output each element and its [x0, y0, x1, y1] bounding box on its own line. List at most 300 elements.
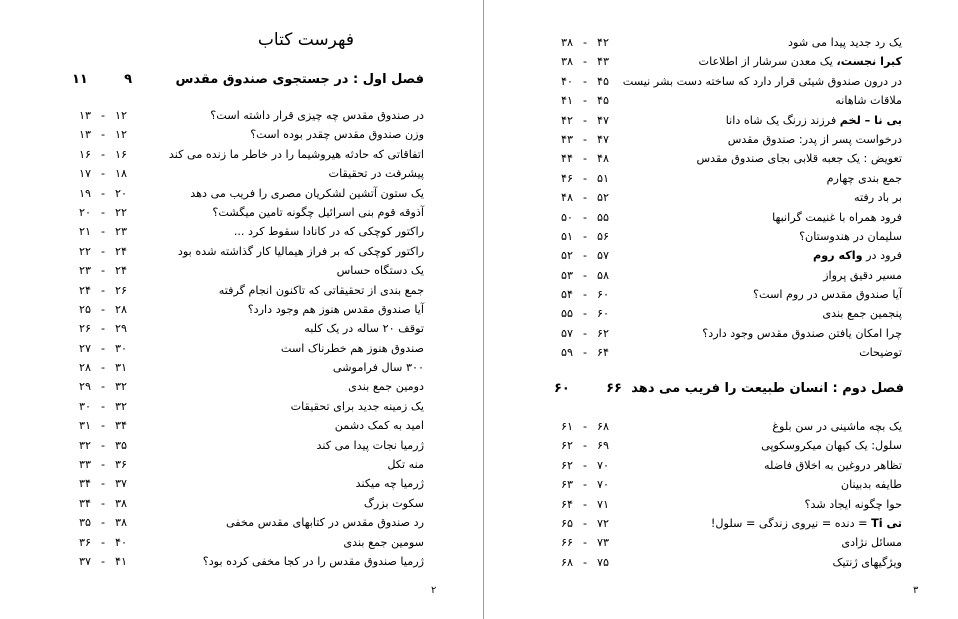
toc-entry-title-text: یک زمینه جدید برای تحقیقات [290, 399, 424, 413]
toc-page-book: ۷۰ [596, 478, 610, 492]
toc-page-original: ۶۶ [560, 536, 574, 550]
toc-entry-pages [74, 145, 132, 164]
right-page [483, 0, 958, 619]
toc-page-book: ۳۰ [114, 341, 128, 355]
toc-entry-title [178, 242, 424, 261]
toc-entry [556, 417, 902, 436]
page-range-dash: - [100, 341, 106, 355]
toc-entry [74, 281, 424, 300]
toc-entry-title [226, 513, 424, 532]
toc-entry-pages [74, 552, 132, 571]
page-range-dash: - [582, 536, 588, 550]
page-range-dash: - [582, 152, 588, 166]
toc-entry-title-text: جمع بندی از تحقیقاتی که تاکنون انجام گرفته [218, 283, 424, 297]
page-range-dash: - [582, 94, 588, 108]
toc-entry [556, 208, 902, 227]
toc-page-book: ۴۰ [114, 535, 128, 549]
page-number: ۲ [431, 585, 437, 596]
page-range-dash: - [100, 535, 106, 549]
toc-entry-pages [74, 339, 132, 358]
toc-page-book: ۴۷ [596, 132, 610, 146]
toc-page-original: ۳۰ [78, 399, 92, 413]
toc-entry-title [764, 456, 902, 475]
toc-page-original: ۱۹ [78, 186, 92, 200]
toc-entry-pages [74, 300, 132, 319]
toc-entry [556, 343, 902, 362]
toc-page-book: ۶۹ [596, 439, 610, 453]
toc-entry-title [761, 436, 902, 455]
toc-entry-title-text: آیا صندوق مقدس هنوز هم وجود دارد؟ [247, 302, 424, 316]
page-range-dash: - [100, 361, 106, 375]
toc-entry [74, 164, 424, 183]
toc-page-original: ۲۹ [78, 380, 92, 394]
toc-page-book: ۳۵ [114, 438, 128, 452]
toc-page-original: ۶۴ [560, 497, 574, 511]
toc-entry-pages [74, 455, 132, 474]
toc-entry-pages [74, 416, 132, 435]
toc-entry-title-text: فرود در [862, 249, 902, 263]
toc-entry-title-text: در درون صندوق شیئی قرار دارد که ساخته دست بشر نیست [622, 74, 902, 88]
toc-entry-pages [74, 106, 132, 125]
toc-page-book: ۵۸ [596, 268, 610, 282]
toc-entry-title [169, 145, 424, 164]
toc-entry [556, 72, 902, 91]
toc-entry-title-text: منه تکل [387, 458, 424, 472]
toc-entry-pages [74, 358, 132, 377]
toc-entry-title [813, 246, 902, 265]
toc-entry-pages [74, 164, 132, 183]
toc-entry-title [841, 475, 902, 494]
toc-entry-title-text: یک دستگاه حساس [336, 264, 424, 278]
toc-entry-pages [74, 377, 132, 396]
toc-entry-title-text: امید به کمک دشمن [334, 419, 424, 433]
page-range-dash: - [100, 477, 106, 491]
chapter-2-title: فصل دوم : انسان طبیعت را فریب می دهد [631, 381, 904, 396]
toc-entry-title [832, 553, 902, 572]
toc-page-book: ۳۱ [114, 361, 128, 375]
toc-page-book: ۴۱ [114, 554, 128, 568]
toc-entry-title-emphasis: کبرا نجست، [836, 55, 902, 69]
page-range-dash: - [582, 516, 588, 530]
toc-page-original: ۲۲ [78, 244, 92, 258]
toc-entry-title [772, 208, 902, 227]
toc-page-original: ۵۵ [560, 307, 574, 321]
page-range-dash: - [100, 380, 106, 394]
toc-entry-title-text: در صندوق مقدس چه چیزی قرار داشته است؟ [210, 109, 424, 122]
page-range-dash: - [100, 264, 106, 278]
toc-entry [556, 227, 902, 246]
toc-entry-title-text: ژرمیا نجات پیدا می کند [316, 438, 424, 452]
toc-page-original: ۱۳ [78, 128, 92, 142]
toc-entry-title [835, 91, 902, 110]
toc-entry-title [822, 304, 902, 323]
toc-page-original: ۴۶ [560, 171, 574, 185]
toc-entry-title [859, 343, 902, 362]
toc-entry-pages [556, 52, 614, 71]
toc-entry-title [281, 339, 424, 358]
toc-entry-title-text: ۳۰۰ سال فراموشی [332, 361, 424, 375]
page-range-dash: - [582, 497, 588, 511]
page-range-dash: - [582, 439, 588, 453]
toc-entry-pages [556, 208, 614, 227]
toc-page-book: ۷۳ [596, 536, 610, 550]
toc-entry-pages [556, 514, 614, 533]
toc-page-book: ۷۲ [596, 516, 610, 530]
toc-page-original: ۲۸ [78, 361, 92, 375]
page-gutter [474, 0, 483, 619]
toc-entry [556, 456, 902, 475]
toc-entry [556, 304, 902, 323]
page-range-dash: - [582, 420, 588, 433]
toc-page-original: ۶۳ [560, 478, 574, 492]
toc-page-original: ۳۵ [78, 516, 92, 530]
toc-entry-title [337, 261, 424, 280]
toc-entry-title-text: = دنده = نیروی زندگی = سلول! [710, 516, 872, 530]
toc-entry-title-text: فرود همراه با غنیمت گرانبها [772, 210, 902, 224]
toc-entry-title-text: سلول: یک کیهان میکروسکوپی [761, 439, 902, 453]
toc-entry [74, 106, 424, 125]
toc-page-book: ۷۱ [596, 497, 610, 511]
toc-entry-pages [556, 553, 614, 572]
toc-entry [556, 52, 902, 71]
toc-entry-pages [74, 203, 132, 222]
page-range-dash: - [100, 205, 106, 219]
toc-entry-title [711, 514, 902, 533]
toc-entry [74, 533, 424, 552]
toc-entry-pages [556, 33, 614, 52]
toc-page-original: ۱۷ [78, 167, 92, 181]
page-range-dash: - [582, 191, 588, 205]
toc-page-book: ۷۵ [596, 555, 610, 569]
toc-entry-title [335, 416, 424, 435]
toc-entry-title [799, 227, 902, 246]
toc-entry [74, 552, 424, 571]
toc-entry [556, 169, 902, 188]
toc-page-book: ۲۰ [114, 186, 128, 200]
toc-entry-pages [556, 169, 614, 188]
chapter-1-title: فصل اول : در جستجوی صندوق مقدس [175, 72, 424, 87]
toc-entry-title-emphasis: تی Ti [871, 516, 902, 530]
toc-entry-title-text: یک بچه ماشینی در سن بلوغ [772, 420, 902, 433]
toc-page-book: ۴۵ [596, 94, 610, 108]
toc-entry-title-text: رد صندوق مقدس در کتابهای مقدس مخفی [225, 516, 424, 530]
toc-page-book: ۵۱ [596, 171, 610, 185]
toc-entry-title [854, 188, 902, 207]
toc-entry-title [827, 169, 902, 188]
toc-entry-title-text: پیشرفت در تحقیقات [328, 167, 424, 181]
toc-entry-pages [74, 533, 132, 552]
toc-page-book: ۱۲ [114, 128, 128, 142]
toc-entry-pages [556, 91, 614, 110]
toc-entry [556, 266, 902, 285]
toc-entry-title-text: ملاقات شاهانه [835, 94, 902, 108]
toc-entry-pages [556, 285, 614, 304]
toc-entry-title [291, 397, 424, 416]
page-range-dash: - [582, 268, 588, 282]
toc-entry-title-text: سلیمان در هندوستان؟ [799, 229, 902, 243]
chapter-2-heading [554, 381, 904, 405]
toc-page-original: ۲۰ [78, 205, 92, 219]
toc-page-book: ۳۷ [114, 477, 128, 491]
toc-entry-pages [556, 495, 614, 514]
toc-page-book: ۶۸ [596, 420, 610, 433]
toc-entry-title-emphasis: واکه روم [813, 249, 863, 263]
toc-entry-pages [74, 474, 132, 493]
toc-page-book: ۲۴ [114, 264, 128, 278]
page-range-dash: - [100, 458, 106, 472]
toc-entry [556, 495, 902, 514]
toc-entry-title [788, 33, 902, 52]
toc-entry-title-text: اتفاقاتی که حادثه هیروشیما را در خاطر ما زنده می کند [168, 147, 424, 161]
toc-entry [74, 455, 424, 474]
toc-entry-title-text: بر باد رفته [853, 191, 902, 205]
page-range-dash: - [100, 109, 106, 122]
toc-entry-title [210, 106, 424, 125]
toc-entry-title [753, 285, 902, 304]
toc-entry [556, 285, 902, 304]
page-range-dash: - [100, 244, 106, 258]
left-page [0, 0, 475, 619]
toc-page-original: ۴۰ [560, 74, 574, 88]
toc-page-original: ۲۷ [78, 341, 92, 355]
toc-entry-title [304, 319, 424, 338]
toc-entry-pages [556, 188, 614, 207]
toc-entry-title-text: ژرمیا چه میکند [355, 477, 424, 491]
toc-entry-pages [556, 533, 614, 552]
toc-page-original: ۲۶ [78, 322, 92, 336]
toc-entry-pages [556, 227, 614, 246]
toc-page-book: ۲۳ [114, 225, 128, 239]
toc-page-original: ۶۱ [560, 420, 574, 433]
toc-entry-pages [556, 72, 614, 91]
toc-entry-title [190, 184, 424, 203]
page-range-dash: - [582, 326, 588, 340]
page-range-dash: - [100, 516, 106, 530]
toc-entry-pages [74, 436, 132, 455]
toc-entry [556, 436, 902, 455]
chapter-1-pages: ۱۱ ۹ [72, 72, 133, 87]
chapter-1-heading [72, 72, 424, 96]
toc-entry-title-text: پنجمین جمع بندی [822, 307, 902, 321]
toc-entry-pages [556, 456, 614, 475]
toc-entry-title [212, 203, 424, 222]
toc-page-original: ۵۱ [560, 229, 574, 243]
toc-page-book: ۵۵ [596, 210, 610, 224]
toc-entry [74, 513, 424, 532]
toc-page-original: ۴۳ [560, 132, 574, 146]
toc-entry-title [726, 111, 902, 130]
toc-entry-pages [556, 343, 614, 362]
page-number: ۳ [913, 585, 919, 596]
toc-entry-title [250, 125, 424, 144]
toc-page-book: ۳۲ [114, 380, 128, 394]
toc-entry-pages [556, 417, 614, 436]
toc-page-book: ۵۷ [596, 249, 610, 263]
toc-entry-title [234, 222, 424, 241]
toc-entry-title [805, 495, 902, 514]
toc-entry [74, 261, 424, 280]
toc-page-original: ۵۲ [560, 249, 574, 263]
toc-page-book: ۵۶ [596, 229, 610, 243]
toc-page-original: ۳۴ [78, 496, 92, 510]
page-range-dash: - [100, 496, 106, 510]
toc-page-original: ۳۱ [78, 419, 92, 433]
toc-entry [74, 494, 424, 513]
toc-entry-title-text: راکتور کوچکی که بر فراز هیمالیا کار گذاشته شده بود [177, 244, 424, 258]
right-toc-list-bottom [556, 417, 902, 572]
toc-page-book: ۳۴ [114, 419, 128, 433]
toc-entry-title [348, 377, 424, 396]
toc-page-original: ۴۸ [560, 191, 574, 205]
page-range-dash: - [582, 288, 588, 302]
toc-entry-title-text: آیا صندوق مقدس در روم است؟ [753, 288, 902, 302]
toc-page-book: ۱۲ [114, 109, 128, 122]
toc-page-original: ۳۸ [560, 55, 574, 69]
toc-entry-pages [74, 242, 132, 261]
toc-page-book: ۱۸ [114, 167, 128, 181]
toc-entry-title-text: تعویض : یک جعبه قلابی بجای صندوق مقدس [696, 152, 902, 166]
toc-entry-title-text: مسیر دقیق پرواز [823, 268, 902, 282]
toc-entry-title [317, 436, 424, 455]
toc-entry-title-text: جمع بندی چهارم [826, 171, 902, 185]
toc-entry-title-text: وزن صندوق مقدس چقدر بوده است؟ [250, 128, 424, 142]
toc-page-book: ۴۵ [596, 74, 610, 88]
page-range-dash: - [582, 346, 588, 360]
toc-page-book: ۴۳ [596, 55, 610, 69]
toc-page-original: ۳۴ [78, 477, 92, 491]
toc-page-original: ۱۶ [78, 147, 92, 161]
toc-page-original: ۲۴ [78, 283, 92, 297]
toc-page-original: ۶۲ [560, 439, 574, 453]
toc-page-book: ۲۶ [114, 283, 128, 297]
toc-entry [556, 188, 902, 207]
toc-page-book: ۵۲ [596, 191, 610, 205]
toc-page-original: ۵۳ [560, 268, 574, 282]
page-range-dash: - [582, 210, 588, 224]
toc-entry-title-text: توضیحات [859, 346, 902, 360]
toc-page-original: ۴۲ [560, 113, 574, 127]
toc-entry-title-text: دومین جمع بندی [348, 380, 424, 394]
toc-entry-title [329, 164, 424, 183]
toc-page-original: ۲۳ [78, 264, 92, 278]
toc-entry-title-text: آذوقه قوم بنی اسرائیل چگونه تامین میگشت؟ [212, 205, 424, 219]
toc-entry-title [702, 324, 902, 343]
toc-entry [556, 246, 902, 265]
chapter-2-pages: ۶۰ ۶۶ [554, 381, 622, 396]
toc-entry-pages [74, 261, 132, 280]
toc-page-original: ۵۰ [560, 210, 574, 224]
toc-page-book: ۴۷ [596, 113, 610, 127]
toc-entry [74, 436, 424, 455]
toc-page-original: ۴۴ [560, 152, 574, 166]
page-range-dash: - [100, 399, 106, 413]
toc-page-original: ۳۶ [78, 535, 92, 549]
toc-page-book: ۶۰ [596, 288, 610, 302]
toc-entry-title [203, 552, 424, 571]
toc-entry [74, 319, 424, 338]
toc-entry [74, 339, 424, 358]
toc-page-book: ۲۹ [114, 322, 128, 336]
toc-entry-title [364, 494, 424, 513]
toc-entry-title [699, 52, 902, 71]
toc-entry-title-text: درخواست پسر از پدر: صندوق مقدس [727, 132, 902, 146]
page-range-dash: - [582, 229, 588, 243]
toc-entry-pages [556, 436, 614, 455]
page-range-dash: - [582, 458, 588, 472]
toc-entry-title-text: توقف ۲۰ ساله در یک کلبه [304, 322, 424, 336]
toc-entry [556, 149, 902, 168]
toc-entry [556, 553, 902, 572]
page-range-dash: - [100, 283, 106, 297]
toc-entry-title-text: ژرمیا صندوق مقدس را در کجا مخفی کرده بود؟ [202, 554, 424, 568]
page-range-dash: - [100, 186, 106, 200]
toc-entry-title [841, 533, 902, 552]
toc-page-original: ۴۱ [560, 94, 574, 108]
page-range-dash: - [582, 132, 588, 146]
toc-entry-pages [74, 319, 132, 338]
toc-entry [74, 474, 424, 493]
toc-page-book: ۳۶ [114, 458, 128, 472]
page-range-dash: - [582, 74, 588, 88]
toc-entry [74, 300, 424, 319]
toc-entry-title-text: صندوق هنوز هم خطرناک است [280, 341, 424, 355]
toc-entry-title-text: تظاهر دروغین به اخلاق فاضله [764, 458, 902, 472]
toc-entry-title-text: چرا امکان یافتن صندوق مقدس وجود دارد؟ [702, 326, 902, 340]
toc-entry-title-text: یک معدن سرشار از اطلاعات [698, 55, 837, 69]
toc-entry-title [823, 266, 902, 285]
toc-entry-title [623, 72, 902, 91]
toc-entry-title [728, 130, 902, 149]
toc-entry [74, 184, 424, 203]
toc-page-book: ۳۸ [114, 496, 128, 510]
toc-entry-pages [556, 111, 614, 130]
toc-page-book: ۳۸ [114, 516, 128, 530]
page-range-dash: - [100, 167, 106, 181]
toc-page-book: ۶۰ [596, 307, 610, 321]
toc-page-book: ۶۴ [596, 346, 610, 360]
toc-entry-title-text: ویژگیهای ژنتیک [832, 555, 902, 569]
page-range-dash: - [582, 113, 588, 127]
toc-page-original: ۶۲ [560, 458, 574, 472]
toc-entry [74, 358, 424, 377]
toc-entry-title-text: سکوت بزرگ [363, 496, 424, 510]
toc-entry-title [696, 149, 902, 168]
toc-entry-title-text: حوا چگونه ایجاد شد؟ [804, 497, 902, 511]
toc-page-original: ۲۵ [78, 302, 92, 316]
toc-entry [556, 324, 902, 343]
toc-entry-title [248, 300, 424, 319]
toc-page-original: ۶۵ [560, 516, 574, 530]
toc-title: فهرست کتاب [257, 30, 354, 50]
toc-entry [74, 145, 424, 164]
toc-page-original: ۶۸ [560, 555, 574, 569]
toc-page-book: ۲۴ [114, 244, 128, 258]
toc-page-book: ۶۲ [596, 326, 610, 340]
toc-entry-title [387, 455, 424, 474]
page-range-dash: - [100, 128, 106, 142]
toc-page-book: ۱۶ [114, 147, 128, 161]
toc-entry [74, 416, 424, 435]
toc-entry-pages [74, 513, 132, 532]
toc-entry-title-text: یک ستون آتشین لشکریان مصری را فریب می دهد [190, 186, 424, 200]
toc-entry-pages [556, 304, 614, 323]
toc-entry-title-text: یک رد جدید پیدا می شود [788, 36, 902, 49]
toc-entry-title [343, 533, 424, 552]
toc-entry-title [356, 474, 424, 493]
toc-entry [74, 203, 424, 222]
toc-entry-pages [556, 324, 614, 343]
toc-entry-pages [74, 222, 132, 241]
